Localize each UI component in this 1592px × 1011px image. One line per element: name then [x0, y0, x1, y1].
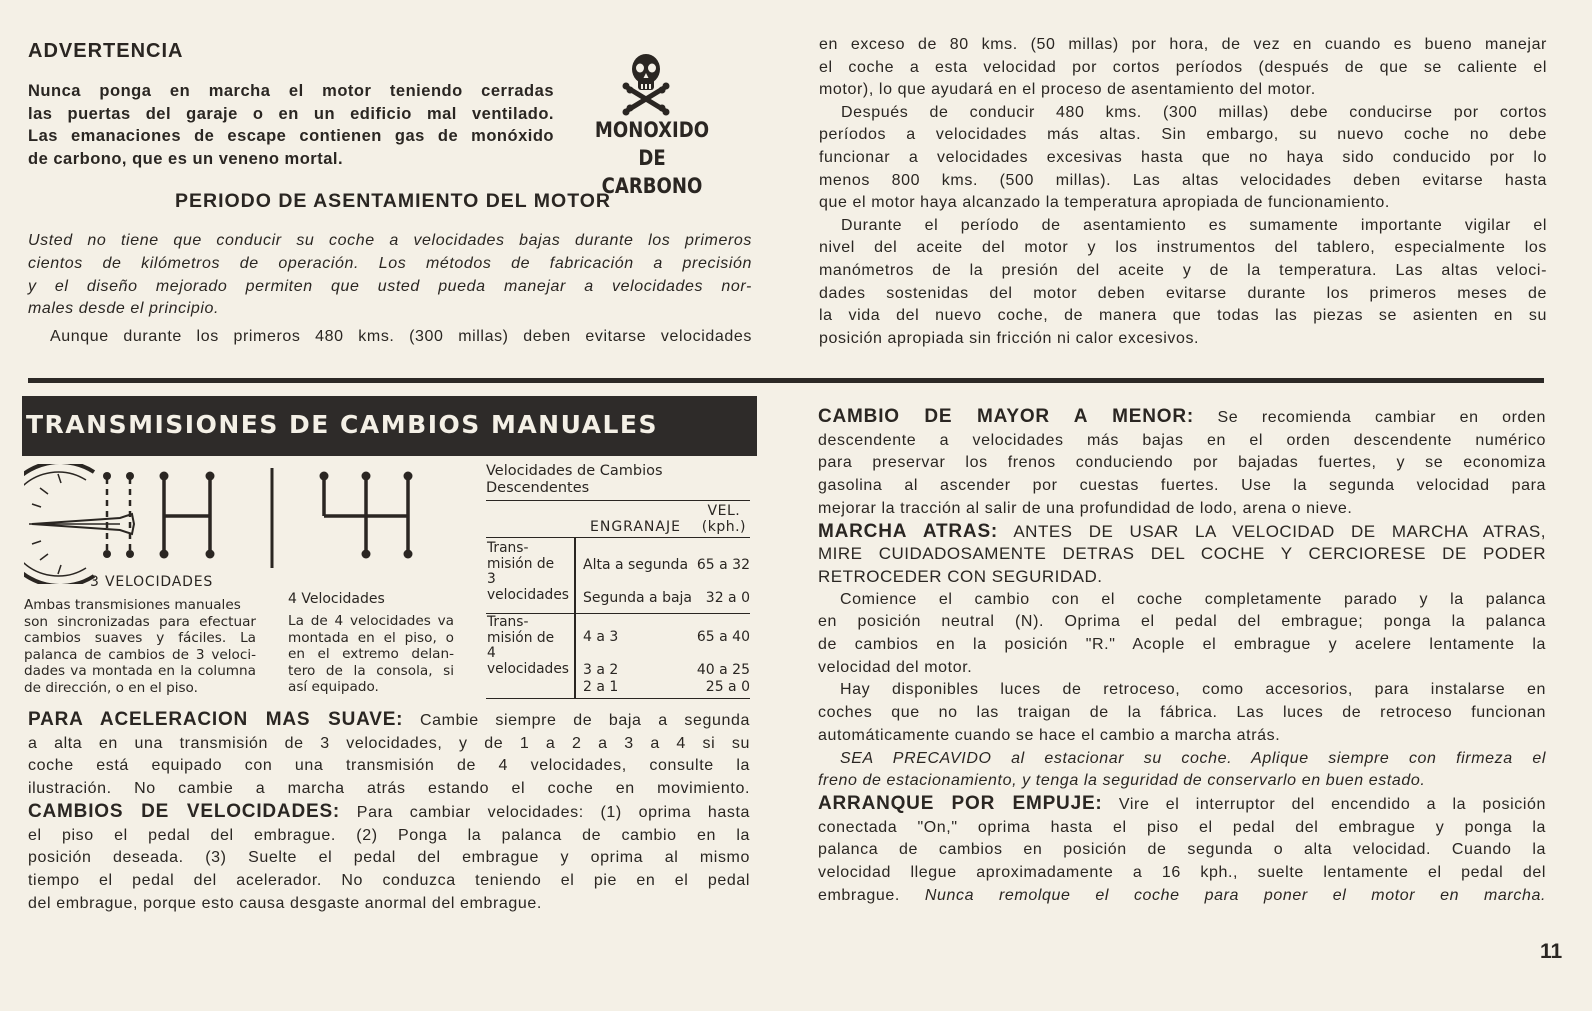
carbon-monoxide-warning-label [592, 116, 712, 200]
text-run: Cambie siempre de baja a segunda [420, 712, 750, 729]
text-line: de cambios en la posición "R." Acople el embrague y acelere lentamente la [818, 636, 1546, 654]
table-cell-speed: 65 a 32 [696, 557, 750, 573]
text-line: Ambas transmisiones manuales [24, 597, 241, 613]
text-line: manómetros de la presión del aceite y de la temperatura. Las altas veloci- [819, 261, 1547, 279]
page-number: 11 [1540, 940, 1563, 963]
group-label-line: 3 [487, 571, 496, 587]
text-line: así equipado. [288, 679, 379, 695]
heading-push-start: ARRANQUE POR EMPUJE: [818, 792, 1103, 814]
text-line: de dirección, o en el piso. [24, 679, 198, 696]
text-line: posición deseada. (3) Suelte el pedal del embrague y oprima al mismo [28, 849, 750, 867]
text-line: mejorar la tracción al salir de una profundidad de lodo, arena o nieve. [818, 499, 1353, 517]
column-header-gear: ENGRANAJE [590, 519, 681, 535]
table-column-rule [574, 538, 576, 698]
table-cell-gear: 3 a 2 [583, 662, 619, 678]
three-speed-pattern-icon [103, 472, 215, 559]
downshift-and-reverse-instructions [818, 406, 1546, 907]
text-line: velocidad del motor. [818, 658, 973, 676]
text-line: motor), lo que ayudará en el proceso de asentamiento del motor. [819, 81, 1316, 99]
text-line: Durante el período de asentamiento es sumamente importante vigilar el [841, 216, 1547, 234]
text-line: en el extremo delan- [288, 646, 454, 662]
text-line: MIRE CUIDADOSAMENTE DETRAS DEL COCHE Y CERCIORESE DE PODER [818, 544, 1546, 564]
text-line: tiempo el pedal del acelerador. No conduzca teniendo el pie en el pedal [28, 871, 750, 889]
table-cell-speed: 65 a 40 [696, 629, 750, 645]
text-line [818, 793, 1546, 817]
text-run: embrague. [818, 886, 900, 904]
group-label-line: velocidades [487, 586, 569, 603]
text-line [28, 801, 750, 825]
column-header-speed [702, 503, 746, 535]
heading-reverse: MARCHA ATRAS: [818, 520, 999, 542]
text-line [28, 709, 750, 733]
text-line: menos 800 kms. (500 millas). Las altas velocidades deben evitarse hasta [819, 171, 1547, 189]
text-line: de carbono, que es un veneno mortal. [28, 149, 344, 168]
text-line: cientos de kilómetros de operación. Los métodos de fabricación a precisión [28, 254, 752, 272]
text-line: Usted no tiene que conducir su coche a velocidades bajas durante los primeros [28, 232, 752, 249]
section-banner [22, 396, 757, 456]
row-group-three-speed [487, 541, 569, 603]
skull-and-crossbones-icon [622, 52, 670, 116]
text-line: tero de la consola, si [288, 662, 454, 679]
text-line: en posición neutral (N). Oprima el pedal del embrague; ponga la palanca [818, 613, 1546, 631]
warning-text [28, 80, 554, 170]
text-line: son sincronizadas para efectuar [24, 613, 256, 630]
text-line: nivel del aceite del motor y los instrumentos del tablero, especialmente los [819, 239, 1547, 257]
text-line: dades va montada en la columna [24, 663, 256, 679]
text-line: La de 4 velocidades va [288, 613, 454, 629]
section-title-break-in: PERIODO DE ASENTAMIENTO DEL MOTOR [174, 190, 612, 212]
row-group-four-speed [487, 615, 569, 677]
text-run: Vire el interruptor del encendido a la posición [1118, 795, 1546, 813]
text-line: posición apropiada sin fricción ni calor excesivos. [819, 329, 1200, 347]
text-line: las puertas del garaje o en un edificio mal ventilado. [28, 104, 554, 123]
text-line: ilustración. No cambie a marcha atrás estando el coche en movimiento. [28, 780, 750, 798]
section-divider [28, 378, 1544, 383]
text-line: velocidad llegue aproximadamente a 16 kph., suelte lentamente el pedal del [818, 864, 1546, 882]
text-run: Nunca remolque el coche para poner el motor en marcha. [924, 886, 1547, 904]
warning-label-line: MONOXIDO [594, 118, 710, 142]
text-line: cambios suaves y fáciles. La [24, 630, 256, 646]
break-in-continuation [819, 34, 1547, 350]
table-cell-speed: 40 a 25 [696, 662, 750, 678]
text-run: Para cambiar velocidades: (1) oprima hasta [356, 803, 750, 821]
banner-title: TRANSMISIONES DE CAMBIOS MANUALES [26, 410, 658, 439]
text-line: la vida del nuevo coche, de manera que todas las piezas se asienten en su [819, 307, 1547, 325]
shift-pattern-diagrams [24, 464, 424, 584]
table-body [486, 538, 750, 699]
text-line: coche está equipado con una transmisión de 4 velocidades, consulte la [28, 757, 750, 775]
text-line: males desde el principio. [28, 300, 220, 318]
text-line: Nunca ponga en marcha el motor teniendo cerradas [28, 82, 554, 100]
three-speed-description [24, 597, 256, 696]
text-line: descendente a velocidades más bajas en el orden descendente numérico [818, 431, 1546, 449]
table-title [486, 463, 663, 497]
table-title-line: Velocidades de Cambios [486, 463, 663, 479]
heading-smooth-acceleration: PARA ACELERACION MAS SUAVE: [28, 709, 404, 730]
shifting-instructions [28, 709, 750, 915]
break-in-intro [28, 230, 752, 321]
four-speed-description [288, 613, 454, 696]
text-line: SEA PRECAVIDO al estacionar su coche. Aplique siempre con firmeza el [840, 749, 1546, 767]
four-speed-pattern-icon [320, 472, 413, 559]
text-line: dades sostenidas del motor deben evitarse durante los primeros meses de [819, 284, 1547, 302]
text-line: conectada "On," oprima hasta el piso el pedal del embrague y ponga la [818, 818, 1546, 836]
text-line [818, 406, 1546, 430]
group-label-line: misión de [487, 555, 555, 572]
group-label-line: 4 [487, 645, 496, 661]
steering-column-shifter-icon [24, 464, 134, 584]
warning-label-line: DE CARBONO [601, 146, 703, 198]
group-label-line: Trans- [487, 614, 529, 630]
text-line: Las emanaciones de escape contienen gas de monóxido [28, 127, 554, 145]
group-label-line: velocidades [487, 660, 569, 677]
text-line: gasolina al ascender por cuestas fuertes. Use la segunda velocidad para [818, 477, 1546, 495]
text-line: Hay disponibles luces de retroceso, como accesorios, para instalarse en [840, 681, 1546, 699]
text-line: el coche a esta velocidad por cortos períodos (después de que se caliente el [819, 58, 1547, 76]
group-label-line: Trans- [487, 540, 529, 556]
table-cell-gear: Alta a segunda [583, 557, 689, 573]
group-label-line: misión de [487, 629, 555, 646]
text-line: y el diseño mejorado permiten que usted pueda manejar a velocidades nor- [28, 277, 752, 295]
table-cell-gear: 2 a 1 [583, 679, 619, 695]
text-line: a alta en una transmisión de 3 velocidades, y de 1 a 2 a 3 a 4 si su [28, 734, 750, 752]
table-header [486, 500, 750, 538]
text-line: períodos a velocidades más altas. Sin embargo, su nuevo coche no debe [819, 126, 1547, 144]
break-in-paragraph [28, 326, 752, 349]
text-line: palanca de cambios de 3 veloci- [24, 646, 256, 663]
text-line: palanca de cambios en posición de segunda o alta velocidad. Cuando la [818, 841, 1546, 859]
table-cell-gear: 4 a 3 [583, 629, 619, 645]
text-line: freno de estacionamiento, y tenga la seguridad de conservarlo en buen estado. [818, 772, 1426, 790]
text-line: en exceso de 80 kms. (50 millas) por hora, de vez en cuando es bueno manejar [819, 36, 1547, 53]
text-line: Aunque durante los primeros 480 kms. (300 millas) deben evitarse velocidades [50, 328, 752, 345]
header-line: (kph.) [701, 519, 746, 535]
text-line: Después de conducir 480 kms. (300 millas) debe conducirse por cortos [841, 103, 1547, 121]
text-line: automáticamente cuando se hace el cambio a marcha atrás. [818, 726, 1281, 744]
text-line: el piso el pedal del embrague. (2) Ponga la palanca de cambio en la [28, 826, 750, 844]
heading-gear-changes: CAMBIOS DE VELOCIDADES: [28, 800, 341, 822]
table-cell-speed: 32 a 0 [705, 590, 750, 606]
text-line [818, 521, 1546, 544]
caption-four-speed: 4 Velocidades [288, 591, 385, 607]
header-line: VEL. [707, 503, 741, 519]
text-run: Se recomienda cambiar en orden [1217, 409, 1547, 426]
heading-downshift: CAMBIO DE MAYOR A MENOR: [818, 406, 1194, 427]
warning-title: ADVERTENCIA [28, 40, 184, 62]
caption-three-speed: 3 VELOCIDADES [90, 574, 214, 590]
text-line: RETROCEDER CON SEGURIDAD. [818, 566, 1103, 586]
text-line: Comience el cambio con el coche completamente parado y la palanca [840, 590, 1546, 608]
text-line: coches que no las traigan de la fábrica. Las luces de retroceso funcionan [818, 704, 1546, 722]
text-run: ANTES DE USAR LA VELOCIDAD DE MARCHA ATRAS, [1013, 521, 1546, 541]
table-cell-gear: Segunda a baja [583, 590, 693, 606]
text-line: para preservar los frenos conduciendo por bajadas fuertes, y se economiza [818, 454, 1546, 472]
text-line: que el motor haya alcanzado la temperatura apropiada de funcionamiento. [819, 194, 1390, 212]
text-line: del embrague, porque esto causa desgaste anormal del embrague. [28, 894, 542, 912]
text-line: montada en el piso, o [288, 629, 454, 646]
text-line: funcionar a velocidades excesivas hasta que no haya sido conducido por lo [819, 148, 1547, 166]
table-title-line: Descendentes [486, 480, 590, 496]
text-line [818, 885, 1546, 908]
table-cell-speed: 25 a 0 [705, 679, 750, 695]
